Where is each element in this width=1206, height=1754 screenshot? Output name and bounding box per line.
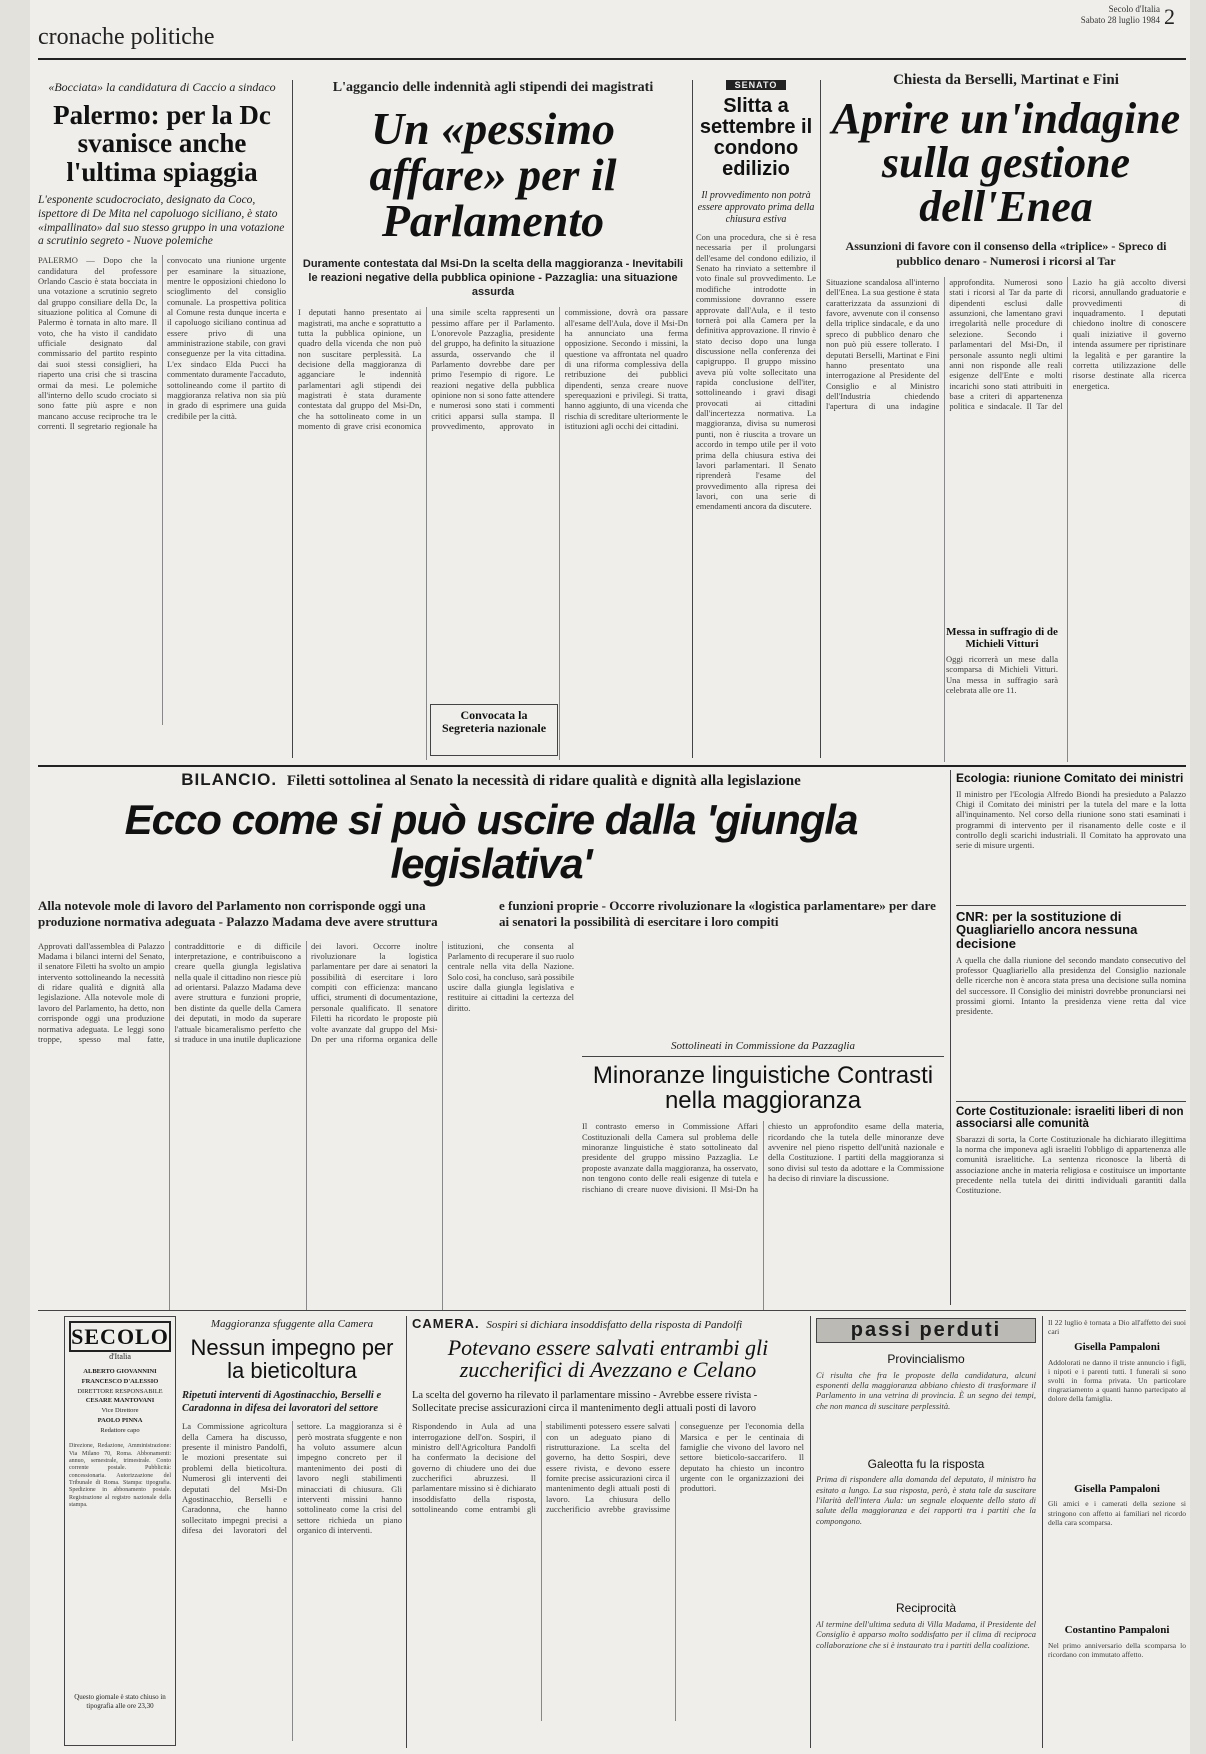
palermo-article — [38, 80, 286, 760]
minoranze-box — [582, 1040, 944, 1310]
magistrati-article — [298, 80, 688, 760]
divider — [956, 905, 1186, 906]
bieticoltura-kicker: Maggioranza sfuggente alla Camera — [210, 1318, 374, 1330]
bieticoltura-body: La Commissione agricoltura della Camera ha discusso, presente il ministro Pandolfi, le mozioni presentate sui problemi della bieticoltura. Numerosi gli interventi dei deputati del Msi-Dn Agostinacchio, Berselli e Caradonna, che hanno sollecitato impegni precisi a difesa dei lavoratori del settore. La maggioranza si è però mostrata sfuggente e non ha voluto assumere alcun impegno concreto per il mantenimento dei posti di lavoro negli stabilimenti minacciati di chiusura. Gli interventi missini hanno sottolineato come la crisi del settore richieda un piano organico di interventi. — [182, 1421, 402, 1535]
divider — [956, 1101, 1186, 1102]
zuccherifici-kicker-row — [412, 1316, 804, 1331]
staff-line: ALBERTO GIOVANNINI — [83, 1368, 157, 1376]
minoranze-rule — [582, 1056, 944, 1057]
condono-summary: Il provvedimento non potrà essere approvato prima della chiusura estiva — [697, 190, 815, 225]
magistrati-headline: Un «pessimo affare» per il Parlamento — [369, 103, 617, 246]
bilancio-label: BILANCIO. — [181, 770, 278, 789]
staff-line: PAOLO PINNA — [97, 1416, 143, 1424]
secolo-masthead-box — [64, 1316, 176, 1746]
zuccherifici-summary: La scelta del governo ha rilevato il parlamentare missino - Avrebbe essere rivista - Sollecitate precise assicurazioni circa il mantenimento degli attuali posti di lavoro — [412, 1390, 758, 1415]
bilancio-kicker-row — [38, 770, 944, 790]
bieticoltura-headline: Nessun impegno per la bieticoltura — [190, 1335, 394, 1384]
column-rule — [292, 80, 293, 758]
enea-kicker: Chiesta da Berselli, Martinat e Fini — [893, 72, 1119, 88]
masthead-info — [990, 4, 1160, 34]
bilancio-article — [38, 770, 944, 1310]
passi-body-3: Al termine dell'ultima seduta di Villa Madama, il Presidente del Consiglio è apparso molto soddisfatto per il clima di reciproca collaborazione che si è instaurato tra i partiti della coalizione. — [816, 1618, 1036, 1650]
bieticoltura-article — [182, 1318, 402, 1748]
secolo-footer: Questo giornale è stato chiuso in tipografia alle ore 23,30 — [74, 1693, 166, 1711]
necrologio-name-3: Costantino Pampaloni — [1064, 1624, 1170, 1637]
condono-body: Con una procedura, che si è resa necessaria per il prolungarsi dell'esame del condono edilizio, il Senato ha rinviato a settembre il voto finale sul provvedimento. Le modifiche introdotte in commissione dovranno essere approvate dall'Aula, e il testo tornerà poi alla Camera per la definitiva approvazione. Il rinvio è stato deciso dopo una lunga discussione nella conferenza dei capigruppo. Il gruppo missino aveva più volte sollecitato una rapida conclusione dell'iter, sottolineando i gravi disagi provocati ai cittadini dall'incertezza normativa. La maggioranza, divisa su numerosi punti, non è riuscita a trovare un accordo in tempo utile per il voto prima della chiusura estiva dei lavori parlamentari. Il Senato riprenderà l'esame del provvedimento alla ripresa dei lavori, con una serie di emendamenti ancora da discutere. — [696, 232, 816, 512]
cnr-body: A quella che dalla riunione del secondo mandato consecutivo del professor Quagliariello alla presidenza del Consiglio nazionale delle ricerche non è ancora stata presa una decisione sulla nomina del successore. Il Consiglio dei ministri dovrebbe pronunciarsi nei prossimi giorni. Intanto la presidenza viene retta dal vice presidente. — [956, 954, 1186, 1017]
necrologio-name-1: Gisella Pampaloni — [1074, 1341, 1160, 1354]
bilancio-summary — [38, 898, 944, 931]
enea-summary: Assunzioni di favore con il consenso della «triplice» - Spreco di pubblico denaro - Numerosi i ricorsi al Tar — [845, 239, 1167, 268]
necrologi-column — [1048, 1318, 1186, 1748]
secolo-imprint: Direzione, Redazione, Amministrazione: Via Milano 70, Roma. Abbonamenti: annuo, semestrale, trimestrale. Conto corrente postale. Pubblicità: concessionaria. Autorizzazione del Tribunale di Roma. Stampa: tipografia. Spedizione in abbonamento postale. Registrazione al registro nazionale della stampa. — [69, 1443, 171, 1508]
convocata-box — [430, 704, 558, 756]
section-rule — [38, 1310, 1186, 1311]
column-rule — [406, 1316, 407, 1748]
passi-body-1: Ci risulta che fra le proposte della candidatura, alcuni esponenti della maggioranza abbiano chiesto di trasformare il Parlamento in una vetrina di provincia. È un segno dei tempi, che non manca di suscitare perplessità. — [816, 1369, 1036, 1411]
messa-title: Messa in suffragio di de Michieli Vitturi — [946, 627, 1058, 650]
messa-body: Oggi ricorrerà un mese dalla scomparsa di Michieli Vitturi. Una messa in suffragio sarà celebrata alle ore 11. — [946, 654, 1058, 696]
cnr-headline: CNR: per la sostituzione di Quagliariello ancora nessuna decisione — [956, 908, 1138, 951]
right-column — [956, 772, 1186, 1307]
passi-body-2: Prima di rispondere alla domanda del deputato, il ministro ha esitato a lungo. La sua risposta, però, è stata tale da suscitare l'ilarità dell'intera Aula: un segnale eloquente dello stato di salute della maggioranza e dei rapporti tra i partiti che la compongono. — [816, 1474, 1036, 1526]
page-date: Sabato 28 luglio 1984 — [1080, 14, 1160, 25]
staff-line: FRANCESCO D'ALESSIO — [81, 1377, 159, 1385]
passi-section-2: Galeotta fu la risposta — [867, 1456, 985, 1471]
necrologio-body-2: Gli amici e i camerati della sezione si stringono con affetto ai familiari nel ricordo della cara scomparsa. — [1048, 1499, 1186, 1527]
minoranze-kicker: Sottolineati in Commissione da Pazzaglia — [671, 1040, 855, 1052]
staff-line: Vice Direttore — [101, 1407, 139, 1415]
bilancio-kicker: Filetti sottolinea al Senato la necessità di ridare qualità e dignità alla legislazione — [286, 773, 801, 789]
condono-label: SENATO — [726, 80, 786, 90]
magistrati-body: I deputati hanno presentato ai magistrati, ma anche e soprattutto a tutta la pubblica opinione, un quadro della vicenda che non può non suscitare perplessità. La decisione della maggioranza di agganciare le indennità parlamentari agli stipendi dei magistrati è stata duramente contestata dal gruppo del Msi-Dn, che ha sottolineato come in un momento di grave crisi economica una simile scelta rappresenti un pessimo affare per il Parlamento. L'onorevole Pazzaglia, presidente del gruppo, ha definito la situazione assurda, osservando che il Parlamento dovrebbe dare per primo l'esempio di rigore. Le reazioni negative della pubblica opinione non si sono fatte attendere e numerosi sono stati i commenti critici apparsi sulla stampa. Il provvedimento, approvato in commissione, dovrà ora passare all'esame dell'Aula, dove il Msi-Dn ha annunciato una ferma opposizione. Secondo i missini, la questione va affrontata nel quadro di una riforma complessiva della retribuzione dei pubblici dipendenti, senza creare nuove sperequazioni e privilegi. Si tratta, hanno aggiunto, di una vicenda che rischia di screditare ulteriormente le istituzioni agli occhi dei cittadini. — [298, 307, 688, 432]
section-rule — [38, 765, 1186, 767]
condono-headline: Slitta a settembre il condono edilizio — [699, 95, 813, 180]
palermo-summary: L'esponente scudocrociato, designato da Coco, ispettore di De Mita nel capoluogo siciliano, è stato «impallinato» dal suo stesso gruppo in una votazione a scrutinio segreto - Nuove polemiche — [38, 194, 285, 248]
zuccherifici-headline: Potevano essere salvati entrambi gli zuccherifici di Avezzano e Celano — [447, 1335, 769, 1382]
passi-section-1: Provincialismo — [887, 1352, 965, 1366]
staff-line: CESARE MANTOVANI — [85, 1397, 155, 1405]
section-title: cronache politiche — [38, 24, 215, 50]
zuccherifici-article — [412, 1316, 804, 1748]
necrologio-name-2: Gisella Pampaloni — [1074, 1482, 1160, 1495]
ecologia-headline: Ecologia: riunione Comitato dei ministri — [956, 772, 1184, 785]
column-rule — [820, 80, 821, 758]
minoranze-headline: Minoranze linguistiche Contrasti nella maggioranza — [592, 1062, 934, 1115]
bieticoltura-summary: Ripetuti interventi di Agostinacchio, Berselli e Caradonna in difesa dei lavoratori del settore — [182, 1390, 382, 1414]
enea-headline: Aprire un'indagine sulla gestione dell'Enea — [831, 94, 1181, 231]
secolo-logo: SECOLO — [69, 1321, 171, 1352]
enea-article — [826, 72, 1186, 762]
column-rule — [950, 770, 951, 1305]
palermo-headline: Palermo: per la Dc svanisce anche l'ultima spiaggia — [53, 100, 271, 187]
convocata-title: Convocata la Segreteria nazionale — [441, 708, 547, 735]
corte-body: Sbarazzi di sorta, la Corte Costituzionale ha dichiarato illegittima la norma che imponeva agli israeliti l'obbligo di appartenenza alle comunità israelitiche. La sentenza riconosce la libertà di associazione anche in materia religiosa e costituisce un importante precedente nella tutela dei diritti individuali garantiti dalla Costituzione. — [956, 1133, 1186, 1196]
corte-headline: Corte Costituzionale: israeliti liberi di non associarsi alle comunità — [956, 1105, 1184, 1130]
bilancio-headline: Ecco come si può uscire dalla 'giungla legislativa' — [124, 796, 858, 888]
column-rule — [692, 80, 693, 758]
secolo-staff — [69, 1367, 171, 1435]
paper-name: Secolo d'Italia — [1108, 4, 1160, 14]
staff-line: DIRETTORE RESPONSABILE — [77, 1387, 163, 1395]
messa-box — [946, 627, 1058, 757]
passi-perduti-box — [816, 1318, 1036, 1748]
secolo-logo-sub: d'Italia — [109, 1352, 131, 1362]
enea-body: Situazione scandalosa all'interno dell'Enea. La sua gestione è stata caratterizzata da assunzioni di favore, avvenute con il consenso della triplice sindacale, e da uno spreco di pubblico denaro che non può più essere tollerato. I deputati Berselli, Martinat e Fini hanno presentato una interrogazione al Presidente del Consiglio e al Ministro dell'Industria chiedendo l'apertura di una indagine approfondita. Numerosi sono stati i ricorsi al Tar da parte di dipendenti esclusi dalle assunzioni, che lamentano gravi irregolarità nelle procedure di selezione. Secondo i parlamentari del Msi-Dn, il personale assunto negli ultimi anni non risponde alle reali esigenze dell'Ente e molti incarichi sono stati attribuiti in base a criteri di appartenenza politica e sindacale. Il Tar del Lazio ha già accolto diversi ricorsi, annullando graduatorie e provvedimenti di inquadramento. I deputati chiedono inoltre di conoscere quali iniziative il governo intenda assumere per ripristinare la legalità e per garantire la corretta utilizzazione delle risorse destinate alla ricerca energetica. — [826, 277, 1186, 412]
passi-section-3: Reciprocità — [895, 1601, 957, 1616]
column-rule — [1042, 1316, 1043, 1748]
palermo-body: PALERMO — Dopo che la candidatura del professore Orlando Cascio è stata bocciata in una votazione a scrutinio segreto dal gruppo consiliare della Dc, la situazione politica al Comune di Palermo è tornata in alto mare. Il voto, che ha visto il candidato ufficiale designato dal commissario del partito respinto dai suoi stessi consiglieri, ha riaperto una crisi che si trascina ormai da mesi. Le polemiche all'interno dello scudo crociato si sono fatte più aspre e non mancano accuse reciproche tra le correnti. Il segretario regionale ha convocato una riunione urgente per esaminare la situazione, mentre le opposizioni chiedono lo scioglimento del consiglio comunale. La prospettiva politica al Comune resta dunque incerta e il capoluogo siciliano continua ad essere privo di una amministrazione stabile, con gravi conseguenze per la vita cittadina. L'ex sindaco Elda Pucci ha commentato duramente l'accaduto, sottolineando come il partito di maggioranza relativa non sia più in grado di esprimere una guida credibile per la città. — [38, 255, 286, 431]
zuccherifici-kicker: Sospiri si dichiara insoddisfatto della risposta di Pandolfi — [486, 1319, 743, 1331]
column-rule — [810, 1316, 811, 1748]
bilancio-summary-left: Alla notevole mole di lavoro del Parlamento non corrisponde oggi una produzione normativa adeguata - Palazzo Madama deve avere struttura — [38, 898, 438, 930]
necrologio-body-1: Addolorati ne danno il triste annuncio i figli, i nipoti e i parenti tutti. I funerali si sono svolti in forma privata. Un particolare ringraziamento a quanti hanno partecipato al dolore della famiglia. — [1048, 1357, 1186, 1404]
palermo-kicker: «Bocciata» la candidatura di Caccio a sindaco — [48, 80, 276, 94]
zuccherifici-body: Rispondendo in Aula ad una interrogazione dell'on. Sospiri, il ministro dell'Agricoltura Pandolfi ha confermato la decisione del governo di chiudere uno dei due zuccherifici abruzzesi. Il parlamentare missino si è dichiarato insoddisfatto della risposta, sottolineando come entrambi gli stabilimenti potessero essere salvati con un adeguato piano di ristrutturazione. La scelta del governo, ha detto Sospiri, deve essere rivista, e devono essere fornite precise assicurazioni circa il mantenimento degli attuali posti di lavoro. La chiusura dello zuccherificio avrebbe gravissime conseguenze per l'economia della Marsica e per le centinaia di famiglie che vivono del lavoro nel settore bieticolo-saccarifero. Il deputato ha chiesto un incontro urgente con le organizzazioni dei produttori. — [412, 1421, 804, 1515]
bilancio-body: Approvati dall'assemblea di Palazzo Madama i bilanci interni del Senato, il senatore Filetti ha svolto un ampio intervento sottolineando la necessità di ridare qualità e dignità alla legislazione. Alla notevole mole di lavoro del Parlamento, ha detto, non corrisponde oggi una produzione normativa adeguata. Le leggi sono troppe, spesso mal fatte, contraddittorie e di difficile interpretazione, e contribuiscono a creare quella giungla legislativa nella quale il cittadino non riesce più ad orientarsi. Palazzo Madama deve avere struttura e funzioni proprie, ben distinte da quelle della Camera dei deputati, in modo da superare l'attuale bicameralismo perfetto che si traduce in una inutile duplicazione dei lavori. Occorre inoltre rivoluzionare la logistica parlamentare per dare ai senatori la possibilità di esercitare i loro compiti con efficienza: mancano uffici, strumenti di documentazione, personale qualificato. Il senatore Filetti ha ricordato le proposte più volte avanzate dal gruppo del Msi-Dn per una riforma organica delle istituzioni, che consenta al Parlamento di recuperare il suo ruolo centrale nella vita della Nazione. Solo così, ha concluso, sarà possibile uscire dalla giungla legislativa e restituire ai cittadini la certezza del diritto. — [38, 940, 574, 1044]
masthead-rule — [38, 58, 1186, 60]
newspaper-page — [30, 0, 1190, 1754]
necrologio-body-3: Nel primo anniversario della scomparsa lo ricordano con immutato affetto. — [1048, 1640, 1186, 1660]
passi-title: passi perduti — [816, 1318, 1036, 1343]
ecologia-body: Il ministro per l'Ecologia Alfredo Biondi ha presieduto a Palazzo Chigi il Comitato dei ministri per la tutela del mare e la lotta all'inquinamento. Nel corso della riunione sono stati esaminati i programmi di intervento per il risanamento delle coste e il controllo degli scarichi industriali. Il Comitato ha approvato una serie di misure urgenti. — [956, 788, 1186, 851]
magistrati-summary: Duramente contestata dal Msi-Dn la scelta della maggioranza - Inevitabili le reazioni negative della pubblica opinione - Pazzaglia: una situazione assurda — [302, 258, 684, 298]
bilancio-summary-right: e funzioni proprie - Occorre rivoluzionare la «logistica parlamentare» per dare ai senatori la possibilità di esercitare i loro compiti — [499, 898, 936, 930]
zuccherifici-label: CAMERA. — [412, 1316, 480, 1331]
magistrati-kicker: L'aggancio delle indennità agli stipendi dei magistrati — [332, 80, 654, 95]
necrologio-intro: Il 22 luglio è tornata a Dio all'affetto dei suoi cari — [1048, 1318, 1186, 1337]
staff-line: Redattore capo — [100, 1426, 140, 1434]
page-number: 2 — [1164, 4, 1175, 29]
condono-article — [696, 80, 816, 760]
minoranze-body: Il contrasto emerso in Commissione Affari Costituzionali della Camera sul problema delle minoranze linguistiche è stato sottolineato dal presidente del gruppo missino Pazzaglia. Le proposte avanzate dalla maggioranza, ha osservato, non tengono conto delle reali esigenze di tutela e rischiano di creare nuove divisioni. Il Msi-Dn ha chiesto un approfondito esame della materia, ricordando che la tutela delle minoranze deve avvenire nel pieno rispetto dell'unità nazionale e della Costituzione. I partiti della maggioranza si sono divisi sul testo da adottare e la Commissione ha deciso di rinviare la discussione. — [582, 1121, 944, 1194]
